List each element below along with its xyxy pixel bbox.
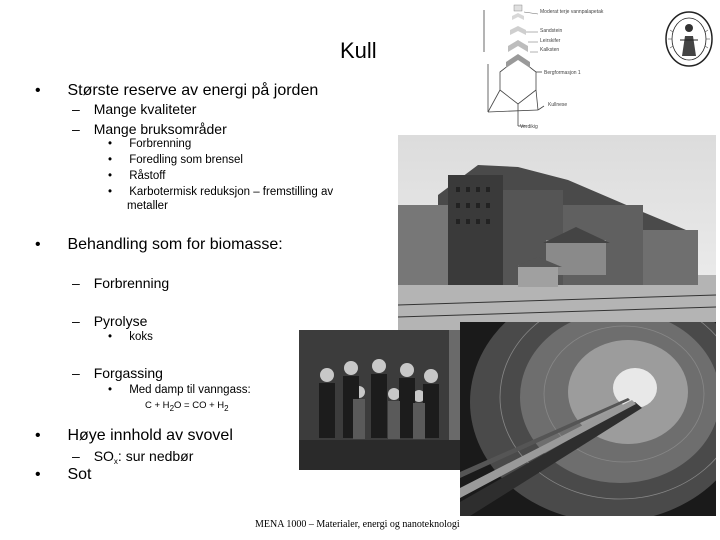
university-seal-icon [664,10,714,68]
sub-sub-bullet-item [108,331,153,343]
bullet-icon: • [35,236,41,253]
bullet-item [35,236,283,254]
sub-bullet-text: Forgassing [93,365,163,381]
dash-icon: – [72,275,80,291]
bullet-icon: • [108,154,113,166]
dash-icon: – [72,313,80,329]
dash-icon: – [72,101,80,117]
diagram-label: Verdikig [520,124,538,130]
slide-footer: MENA 1000 – Materialer, energi og nanoteknologi [255,519,460,530]
miners-photo [299,330,474,470]
sub-sub-bullet-item [108,384,251,396]
diagram-label: Kullnese [548,102,568,108]
sub-bullet-text: Pyrolyse [93,313,148,329]
sub-sub-bullet-text: Med damp til vanngass: [129,384,251,396]
sub-sub-bullet-text: Råstoff [129,170,166,182]
bullet-item [35,82,318,100]
sub-sub-bullet-text: Forbrenning [129,138,192,150]
dash-icon: – [72,448,80,464]
sub-sub-bullet-item [108,138,191,150]
bullet-text: Høye innhold av svovel [67,427,233,444]
sub-sub-bullet-item [108,186,333,198]
bullet-item [35,427,233,445]
bullet-text: Behandling som for biomasse: [67,236,283,253]
sub-bullet-text: Mange kvaliteter [93,101,197,117]
sub-bullet-item [72,121,227,137]
bullet-icon: • [35,427,41,444]
sub-bullet-text: Forbrenning [93,275,170,291]
sub-bullet-item [72,275,169,291]
sub-sub-bullet-item [108,154,243,166]
sub-bullet-item [72,365,163,381]
bullet-icon: • [35,466,41,483]
chemical-equation [145,400,229,413]
slide-title: Kull [340,38,377,63]
sub-sub-bullet-text: Karbotermisk reduksjon – fremstilling av [129,186,334,198]
dash-icon: – [72,121,80,137]
sox-effect-text: : sur nedbør [117,448,194,464]
sox-text: SO [93,448,114,464]
bullet-icon: • [108,186,113,198]
diagram-label: Moderat terje vannpalapetak [540,9,604,15]
sub-bullet-item [72,313,147,329]
diagram-label: Leirskifer [540,38,561,44]
diagram-label: Sandstein [540,28,563,34]
diagram-label: Bergformasjon 1 [544,70,581,76]
sub-bullet-text [94,448,194,464]
bullet-icon: • [108,331,113,343]
equation-subscript: 2 [224,404,229,413]
sox-subscript: x [113,457,118,466]
sub-sub-bullet-item [108,170,165,182]
sub-bullet-item [72,448,193,466]
sub-bullet-text: Mange bruksområder [93,121,227,137]
bullet-text: Sot [67,466,92,483]
tunnel-conveyor-photo [460,322,716,516]
sub-sub-bullet-text: Foredling som brensel [129,154,243,166]
dash-icon: – [72,365,80,381]
equation-subscript: 2 [169,404,175,413]
sub-sub-bullet-continuation: metaller [127,200,168,212]
bullet-icon: • [108,170,113,182]
bullet-item [35,466,91,484]
coal-seam-diagram [478,2,598,132]
coal-plant-photo [398,135,716,330]
sub-bullet-item [72,101,196,117]
bullet-text: Største reserve av energi på jorden [67,82,319,99]
sub-sub-bullet-text: koks [129,331,153,343]
bullet-icon: • [108,138,113,150]
bullet-icon: • [35,82,41,99]
equation-part: O = CO + H [174,400,225,411]
diagram-label: Kalksten [540,47,560,53]
bullet-icon: • [108,384,113,396]
equation-part: C + H [145,400,170,411]
